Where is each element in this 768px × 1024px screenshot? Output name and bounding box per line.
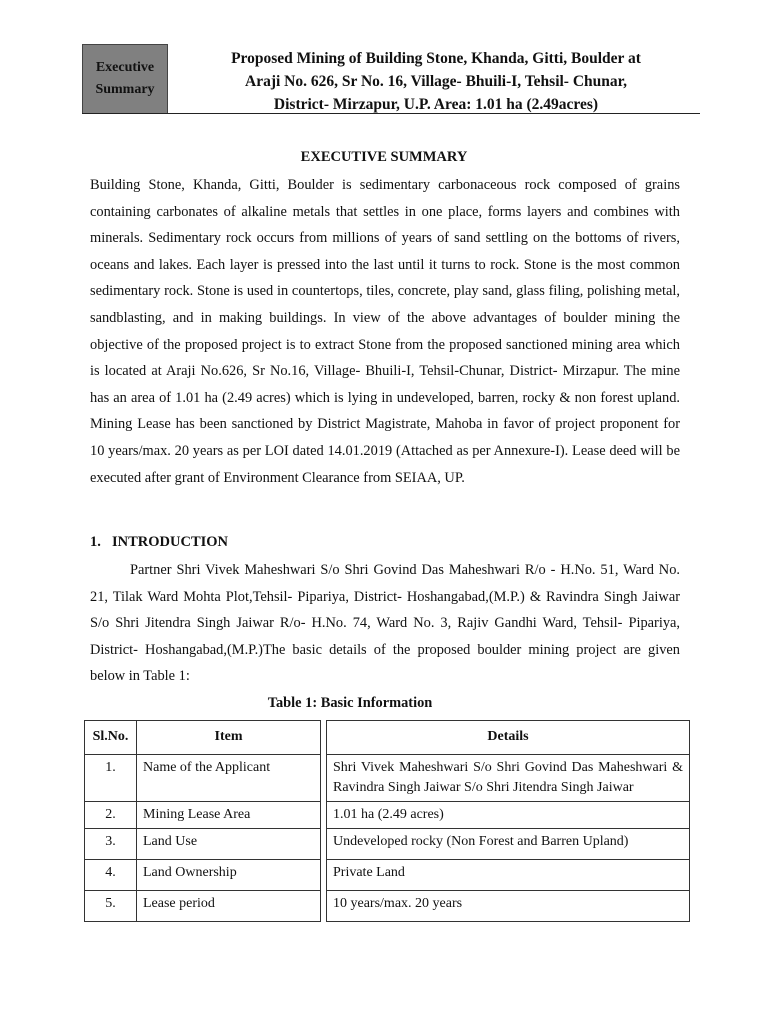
title-line-1: Proposed Mining of Building Stone, Khanda, Gitti, Boulder at	[231, 50, 641, 67]
table-row	[85, 829, 690, 860]
cell-details: Private Land	[327, 860, 690, 891]
table-row	[85, 891, 690, 922]
header-slno: Sl.No.	[85, 721, 137, 755]
title-line-2: Araji No. 626, Sr No. 16, Village- Bhuili-I, Tehsil- Chunar,	[245, 73, 627, 90]
document-title	[176, 47, 696, 116]
table-row	[85, 860, 690, 891]
cell-item: Name of the Applicant	[137, 755, 321, 802]
cell-slno: 3.	[85, 829, 137, 860]
cell-slno: 5.	[85, 891, 137, 922]
header-box-line1: Executive	[95, 60, 155, 75]
title-line-3: District- Mirzapur, U.P. Area: 1.01 ha (2.49acres)	[273, 96, 599, 113]
table-row	[85, 802, 690, 829]
table-caption: Table 1: Basic Information	[267, 695, 433, 711]
cell-item: Mining Lease Area	[137, 802, 321, 829]
cell-details: Shri Vivek Maheshwari S/o Shri Govind Das Maheshwari & Ravindra Singh Jaiwar S/o Shri Jitendra Singh Jaiwar	[327, 755, 690, 802]
introduction-number: 1.	[90, 534, 101, 550]
introduction-title: INTRODUCTION	[112, 534, 229, 550]
header-divider	[82, 113, 700, 114]
cell-slno: 4.	[85, 860, 137, 891]
cell-details: 1.01 ha (2.49 acres)	[327, 802, 690, 829]
basic-information-table	[84, 720, 690, 922]
introduction-heading	[90, 534, 228, 551]
cell-item: Lease period	[137, 891, 321, 922]
cell-item: Land Ownership	[137, 860, 321, 891]
introduction-paragraph: Partner Shri Vivek Maheshwari S/o Shri Govind Das Maheshwari R/o - H.No. 51, Ward No. 21, Tilak Ward Mohta Plot,Tehsil- Pipariya, District- Hoshangabad,(M.P.) & Ravindra Singh Jaiwar S/o Shri Jitendra Singh Jaiwar R/o- H.No. 74, Ward No. 3, Rajiv Gandhi Ward, Tehsil- Pipariya, District- Hoshangabad,(M.P.)The basic details of the proposed boulder mining project are given below in Table 1:	[90, 562, 680, 685]
table-header-row	[85, 721, 690, 755]
header-details: Details	[327, 721, 690, 755]
header-box-line2: Summary	[95, 82, 155, 97]
cell-slno: 1.	[85, 755, 137, 802]
cell-slno: 2.	[85, 802, 137, 829]
table-row	[85, 755, 690, 802]
executive-summary-paragraph: Building Stone, Khanda, Gitti, Boulder is sedimentary carbonaceous rock composed of grains containing carbonates of alkaline metals that settles in one place, forms layers and combines with minerals. Sedimentary rock occurs from millions of years of sand settling on the bottoms of rivers, oceans and lakes. Each layer is pressed into the last until it turns to rock. Stone is the most common sedimentary rock. Stone is used in countertops, tiles, concrete, play sand, glass filing, polishing metal, sandblasting, and in making buildings. In view of the above advantages of boulder mining the objective of the proposed project is to extract Stone from the proposed sanctioned mining area which is located at Araji No.626, Sr No.16, Village- Bhuili-I, Tehsil-Chunar, District- Mirzapur. The mine has an area of 1.01 ha (2.49 acres) which is lying in undeveloped, barren, rocky & non forest upland. Mining Lease has been sanctioned by District Magistrate, Mahoba in favor of project proponent for 10 years/max. 20 years as per LOI dated 14.01.2019 (Attached as per Annexure-I). Lease deed will be executed after grant of Environment Clearance from SEIAA, UP.	[90, 177, 680, 486]
cell-item: Land Use	[137, 829, 321, 860]
cell-details: 10 years/max. 20 years	[327, 891, 690, 922]
executive-summary-tag	[82, 44, 168, 114]
cell-details: Undeveloped rocky (Non Forest and Barren Upland)	[327, 829, 690, 860]
header-item: Item	[137, 721, 321, 755]
executive-summary-heading: EXECUTIVE SUMMARY	[300, 149, 468, 165]
